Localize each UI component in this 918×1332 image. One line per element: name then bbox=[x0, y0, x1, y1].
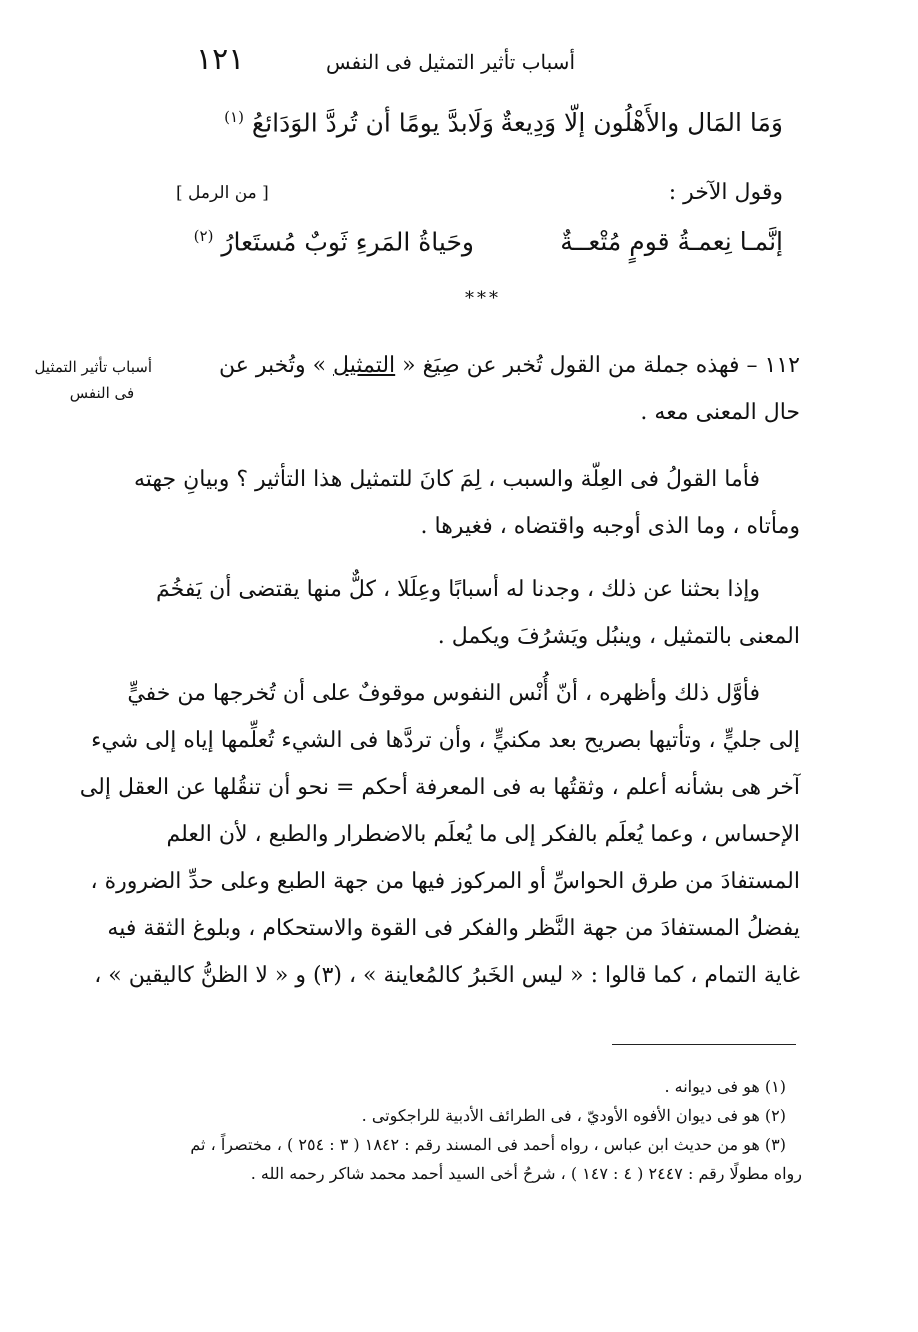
section-112-line-1 bbox=[172, 342, 800, 389]
footnote-rule bbox=[612, 1044, 796, 1045]
section-112-line-2: حال المعنى معه . bbox=[640, 400, 800, 425]
running-title: أسباب تأثير التمثيل فى النفس bbox=[326, 50, 575, 74]
paragraph-line: غاية التمام ، كما قالوا : « ليس الخَبرُ كالمُعاينة » ، (٣) و « لا الظنُّ كاليقين » ، bbox=[94, 963, 800, 988]
footnotes bbox=[150, 1072, 802, 1188]
paragraph-line: الإحساس ، وعما يُعلَم بالفكر إلى ما يُعلَم بالاضطرار والطبع ، لأن العلم bbox=[166, 822, 800, 847]
verse-2-left-text: وحَياةُ المَرءِ ثَوبٌ مُستَعارُ bbox=[221, 227, 474, 257]
margin-note-line: أسباب تأثير التمثيل bbox=[34, 358, 152, 376]
paragraph-1 bbox=[133, 456, 800, 550]
paragraph-line: فأوَّل ذلك وأظهره ، أنّ أُنْس النفوس موقوفٌ على أن تُخرجها من خفيٍّ bbox=[127, 681, 760, 706]
paragraph-line: ومأتاه ، وما الذى أوجبه واقتضاه ، فغيرها . bbox=[420, 514, 800, 539]
verse-1-right-text: وَمَا المَال والأَهْلُون إلّا وَدِيعةٌ bbox=[500, 108, 783, 137]
section-text-b: » وتُخبر عن bbox=[219, 353, 327, 378]
margin-note-line: فى النفس bbox=[69, 384, 135, 402]
footnote-3: (٣) هو من حديث ابن عباس ، رواه أحمد فى المسند رقم : ١٨٤٢ ( ٣ : ٢٥٤ ) ، مختصراً ، ثم bbox=[190, 1135, 786, 1154]
paragraph-line: فأما القولُ فى العِلّة والسبب ، لِمَ كانَ للتمثيل هذا التأثير ؟ وبيانِ جهته bbox=[133, 467, 760, 492]
section-separator: *** bbox=[465, 288, 501, 309]
verse-1-left-hemistich bbox=[224, 108, 494, 137]
paragraph-3 bbox=[79, 670, 800, 999]
paragraph-line: يفضلُ المستفادَ من جهة النَّظر والفكر فى القوة والاستحكام ، وبلوغ الثقة فيه bbox=[107, 916, 800, 941]
footnote-2: (٢) هو فى ديوان الأفوه الأوديّ ، فى الطرائف الأدبية للراجكوتى . bbox=[361, 1106, 786, 1125]
footnote-3-continued: رواه مطولًا رقم : ٢٤٤٧ ( ٤ : ١٤٧ ) ، شرحُ أخى السيد أحمد محمد شاكر رحمه الله . bbox=[250, 1164, 802, 1183]
section-112 bbox=[172, 342, 800, 436]
paragraph-line: وإذا بحثنا عن ذلك ، وجدنا له أسبابًا وعِلَلا ، كلٌّ منها يقتضى أن يَفخُمَ bbox=[155, 577, 760, 602]
section-number: ١١٢ – bbox=[746, 353, 800, 378]
paragraph-2 bbox=[155, 566, 800, 660]
verse-1-left-text: وَلَابدَّ يومًا أن تُردَّ الوَدَائعُ bbox=[251, 108, 494, 138]
paragraph-line: آخر هى بشأنه أعلم ، وثقتُها به فى المعرفة أحكم = نحو أن تنقُلها عن العقل إلى bbox=[79, 775, 800, 800]
intro-other-poet: وقول الآخر : bbox=[668, 180, 783, 205]
meter-label: [ من الرمل ] bbox=[176, 183, 269, 203]
verse-2-left-hemistich bbox=[194, 227, 474, 256]
paragraph-line: المعنى بالتمثيل ، وينبُل ويَشرُفَ ويكمل . bbox=[437, 624, 800, 649]
verse-1-right-hemistich bbox=[500, 108, 783, 137]
paragraph-line: إلى جليٍّ ، وتأتيها بصريح بعد مكنيٍّ ، وأن تردَّها فى الشيء تُعلِّمها إياه إلى شيء bbox=[91, 728, 800, 753]
page-number: ١٢١ bbox=[196, 42, 245, 77]
footnote-1: (١) هو فى ديوانه . bbox=[664, 1077, 786, 1096]
section-text-a: فهذه جملة من القول تُخبر عن صِيَغ « bbox=[402, 353, 740, 378]
footnote-ref-1: (١) bbox=[224, 108, 244, 126]
footnote-ref-2: (٢) bbox=[193, 227, 214, 245]
paragraph-line: المستفادَ من طرق الحواسِّ أو المركوز فيها من جهة الطبع وعلى حدِّ الضرورة ، bbox=[90, 869, 800, 894]
margin-note bbox=[34, 354, 152, 406]
section-keyword: التمثيل bbox=[333, 353, 396, 378]
verse-2-right-hemistich bbox=[560, 227, 783, 256]
verse-2-right-text: إنَّمـا نِعمـةُ قومٍ مُتْعــةٌ bbox=[560, 227, 783, 256]
